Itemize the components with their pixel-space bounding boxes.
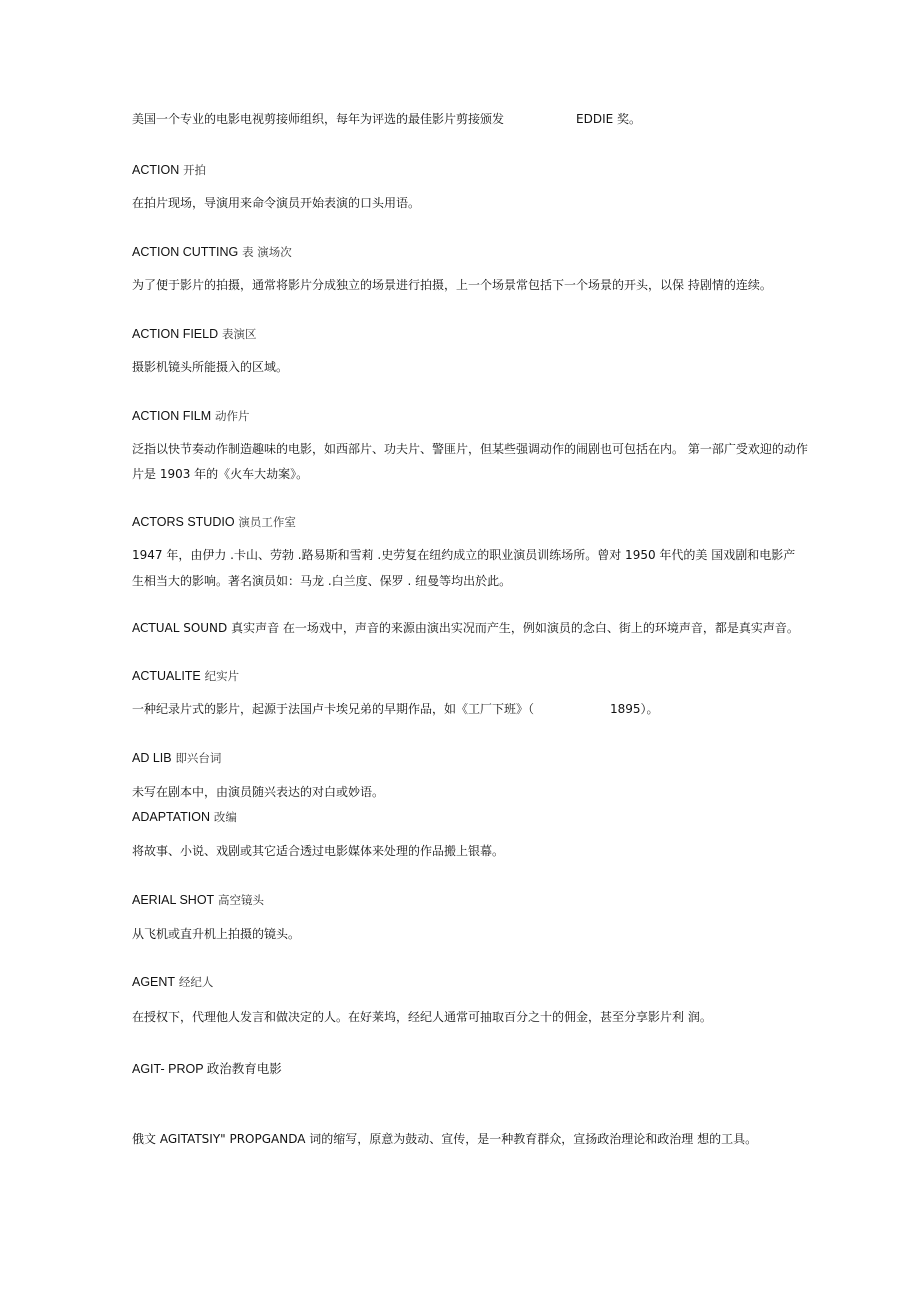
entry-cn: 表 演场次: [242, 245, 292, 259]
entry-heading: [132, 892, 264, 908]
entry-definition: 在拍片现场，导演用来命令演员开始表演的口头用语。: [132, 196, 421, 210]
entry-cn: 即兴台词: [175, 751, 222, 765]
entry-definition: 泛指以快节奏动作制造趣味的电影，如西部片、功夫片、警匪片，但某些强调动作的闹剧也可包括在内。 第一部广受欢迎的动作: [132, 442, 808, 456]
entry-inline: ACTUAL SOUND 真实声音 在一场戏中，声音的来源由演出实况而产生，例如演员的念白、街上的环境声音，都是真实声音。: [132, 621, 799, 635]
entry-term: AERIAL SHOT: [132, 893, 215, 907]
entry-term: ACTION FIELD: [132, 327, 219, 341]
entry-heading: [132, 514, 296, 530]
entry-term: ADAPTATION: [132, 810, 211, 824]
entry-term: ACTION: [132, 163, 180, 177]
entry-heading: [132, 162, 206, 178]
entry-cn: 改编: [213, 810, 237, 824]
entry-definition: 片是 1903 年的《火车大劫案》。: [132, 467, 309, 481]
intro-text: 美国一个专业的电影电视剪接师组织，每年为评选的最佳影片剪接颁发: [132, 112, 505, 126]
entry-heading: [132, 974, 213, 990]
entry-cn: 开拍: [183, 163, 207, 177]
entry-definition: 未写在剧本中，由演员随兴表达的对白或妙语。: [132, 785, 385, 799]
entry-definition: 在授权下，代理他人发言和做决定的人。在好莱坞，经纪人通常可抽取百分之十的佣金，甚至分享影片利 润。: [132, 1010, 712, 1024]
intro-line: [132, 111, 641, 127]
entry-heading: [132, 750, 221, 766]
entry-definition: 俄文 AGITATSIY" PROPGANDA 词的缩写，原意为鼓动、宣传，是一种教育群众，宣扬政治理论和政治理 想的工具。: [132, 1132, 758, 1146]
entry-cn: 表演区: [221, 327, 257, 341]
entry-heading: [132, 809, 237, 825]
entry-heading: [132, 408, 250, 424]
entry-definition: 将故事、小说、戏剧或其它适合透过电影媒体来处理的作品搬上银幕。: [132, 844, 505, 858]
entry-term: AGIT- PROP 政治教育电影: [132, 1062, 282, 1076]
definition-part: 1895）。: [610, 702, 659, 716]
entry-term: ACTION CUTTING: [132, 245, 239, 259]
entry-term: ACTORS STUDIO: [132, 515, 235, 529]
entry-cn: 经纪人: [178, 975, 214, 989]
entry-definition: [132, 701, 659, 717]
entry-term: AGENT: [132, 975, 176, 989]
entry-definition: 生相当大的影响。著名演员如：马龙 .白兰度、保罗 . 纽曼等均出於此。: [132, 574, 512, 588]
entry-heading: [132, 1061, 282, 1077]
entry-definition: 1947 年，由伊力 .卡山、劳勃 .路易斯和雪莉 .史劳复在纽约成立的职业演员训练场所。曾对 1950 年代的美 国戏剧和电影产: [132, 548, 796, 562]
entry-definition: 为了便于影片的拍摄，通常将影片分成独立的场景进行拍摄，上一个场景常包括下一个场景的开头，以保 持剧情的连续。: [132, 278, 772, 292]
entry-definition: 从飞机或直升机上拍摄的镜头。: [132, 927, 301, 941]
entry-term: ACTION FILM: [132, 409, 212, 423]
intro-tail: EDDIE 奖。: [576, 112, 642, 126]
entry-term: AD LIB: [132, 751, 172, 765]
entry-heading: [132, 326, 256, 342]
entry-cn: 高空镜头: [218, 893, 265, 907]
entry-definition: 摄影机镜头所能摄入的区域。: [132, 360, 289, 374]
entry-cn: 动作片: [215, 409, 250, 423]
entry-term: ACTUALITE: [132, 669, 201, 683]
entry-cn: 纪实片: [204, 669, 240, 683]
entry-heading: [132, 244, 292, 260]
definition-part: 一种纪录片式的影片，起源于法国卢卡埃兄弟的早期作品，如《工厂下班》（: [132, 702, 535, 716]
entry-heading: [132, 668, 239, 684]
entry-cn: 演员工作室: [238, 515, 296, 529]
